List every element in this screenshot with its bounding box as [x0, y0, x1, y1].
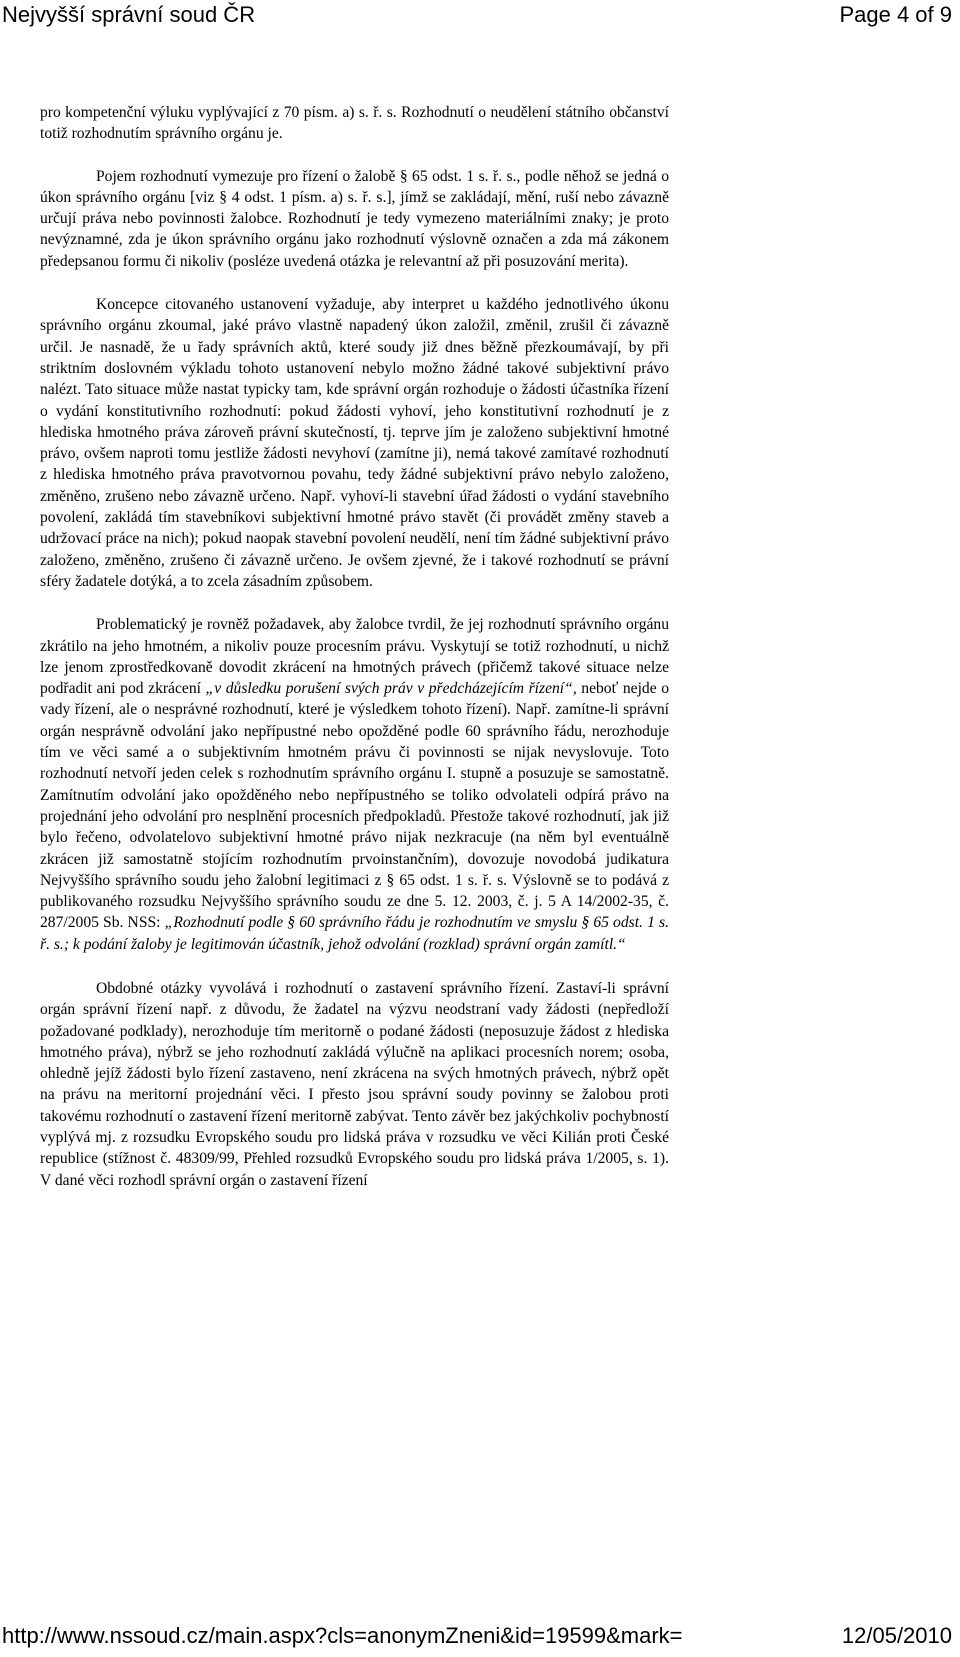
document-body [40, 102, 669, 1212]
page-footer [0, 1623, 960, 1657]
page-header [0, 0, 960, 34]
paragraph-4-quote-2: „Rozhodnutí podle § 60 správního řádu je rozhodnutím ve smyslu § 65 odst. 1 s. ř. s.; k podání žaloby je legitimován účastník, jehož odvolání (rozklad) správní orgán zamítl.“ [40, 914, 669, 953]
paragraph-3: Koncepce citovaného ustanovení vyžaduje, aby interpret u každého jednotlivého úkonu správního orgánu zkoumal, jaké právo vlastně napadený úkon založil, změnil, zrušil či závazně určil. Je nasnadě, že u řady správních aktů, které soudy již dnes běžně přezkoumávají, by při striktním doslovném výkladu tohoto ustanovení nebylo možno žádné takové subjektivní právo nalézt. Tato situace může nastat typicky tam, kde správní orgán rozhoduje o žádosti účastníka řízení o vydání konstitutivního rozhodnutí: pokud žádosti vyhoví, jeho konstitutivní rozhodnutí je z hlediska hmotného práva zároveň právní skutečností, tj. teprve jím je založeno subjektivní hmotné právo, ovšem naproti tomu jestliže žádosti nevyhoví (zamítne ji), nemá takové zamítavé rozhodnutí z hlediska hmotného práva pravotvornou povahu, tedy žádné subjektivní právo nebylo založeno, změněno, zrušeno nebo závazně určeno. Např. vyhoví-li stavební úřad žádosti o vydání stavebního povolení, zakládá tím stavebníkovi subjektivní hmotné právo stavět (či provádět změny staveb a udržovací práce na nich); pokud naopak stavební povolení neudělí, není tím žádné subjektivní právo založeno, změněno, zrušeno či závazně určeno. Je ovšem zjevné, že i takové rozhodnutí se právní sféry žadatele dotýká, a to zcela zásadním způsobem. [40, 296, 669, 590]
paragraph-4-quote-1: „v důsledku porušení svých práv v předcházejícím řízení“ [205, 680, 573, 698]
paragraph-4-text-b: , neboť nejde o vady řízení, ale o nesprávné rozhodnutí, které je výsledkem tohoto řízení). Např. zamítne-li správní orgán nesprávně odvolání jako nepřípustné nebo opožděné podle 60 správního řádu, nerozhoduje tím ve věci samé a o subjektivním hmotném právu či povinnosti se nijak nevyslovuje. Toto rozhodnutí netvoří jeden celek s rozhodnutím správního orgánu I. stupně a posuzuje se samostatně. Zamítnutím odvolání jako opožděného nebo nepřípustného se toliko odvolateli odpírá právo na projednání jeho odvolání pro nesplnění procesních předpokladů. Přestože takové rozhodnutí, jak již bylo řečeno, odvolatelovo subjektivní hmotné právo nijak nezkracuje (na něm byl eventuálně zkrácen již samostatně stojícím rozhodnutím prvoinstančním), dovozuje novodobá judikatura Nejvyššího správního soudu jeho žalobní legitimaci z § 65 odst. 1 s. ř. s. Výslovně se to podává z publikovaného rozsudku Nejvyššího správního soudu ze dne 5. 12. 2003, č. j. 5 A 14/2002-35, č. 287/2005 Sb. NSS: [40, 680, 669, 932]
paragraph-4-text-a: Problematický je rovněž požadavek, aby žalobce tvrdil, že jej rozhodnutí správního orgánu zkrátilo na jeho hmotném, a nikoliv pouze procesním právu. Vyskytují se totiž rozhodnutí, u nichž lze jenom zprostředkovaně dovodit zkrácení na hmotných právech (přičemž takové situace nelze podřadit ani pod zkrácení [40, 616, 669, 698]
paragraph-5: Obdobné otázky vyvolává i rozhodnutí o zastavení správního řízení. Zastaví-li správní orgán správní řízení např. z důvodu, že žadatel na výzvu neodstraní vady žádosti (nepředloží požadované podklady), nerozhoduje tím meritorně o podané žádosti (neposuzuje žádost z hlediska hmotného práva), nýbrž se jeho rozhodnutí zakládá výlučně na aplikaci procesních norem; osoba, ohledně jejíž žádosti bylo řízení zastaveno, není zkrácena na svých hmotných právech, nýbrž opět na právu na meritorní projednání věci. I přesto jsou správní soudy povinny se žalobou proti takovému rozhodnutí o zastavení řízení meritorně zabývat. Tento závěr bez jakýchkoliv pochybností vyplývá mj. z rozsudku Evropského soudu pro lidská práva v rozsudku ve věci Kilián proti České republice (stížnost č. 48309/99, Přehled rozsudků Evropského soudu pro lidská práva 1/2005, s. 1). V dané věci rozhodl správní orgán o zastavení řízení [40, 979, 669, 1189]
page-number: Page 4 of 9 [839, 2, 952, 27]
source-url: http://www.nssoud.cz/main.aspx?cls=anonymZneni&id=19599&mark= [2, 1623, 683, 1648]
paragraph-4 [40, 614, 669, 955]
paragraph-1: pro kompetenční výluku vyplývající z 70 písm. a) s. ř. s. Rozhodnutí o neudělení státního občanství totiž rozhodnutím správního orgánu je. [40, 104, 669, 143]
print-date: 12/05/2010 [841, 1623, 952, 1648]
document-title: Nejvyšší správní soud ČR [2, 2, 256, 27]
paragraph-2: Pojem rozhodnutí vymezuje pro řízení o žalobě § 65 odst. 1 s. ř. s., podle něhož se jedná o úkon správního orgánu [viz § 4 odst. 1 písm. a) s. ř. s.], jímž se zakládají, mění, ruší nebo závazně určují práva nebo povinnosti žalobce. Rozhodnutí je tedy vymezeno materiálními znaky; je proto nevýznamné, zda je úkon správního orgánu jako rozhodnutí výslovně označen a zda má zákonem předepsanou formu či nikoliv (posléze uvedená otázka je relevantní až při posuzování merita). [40, 167, 669, 270]
